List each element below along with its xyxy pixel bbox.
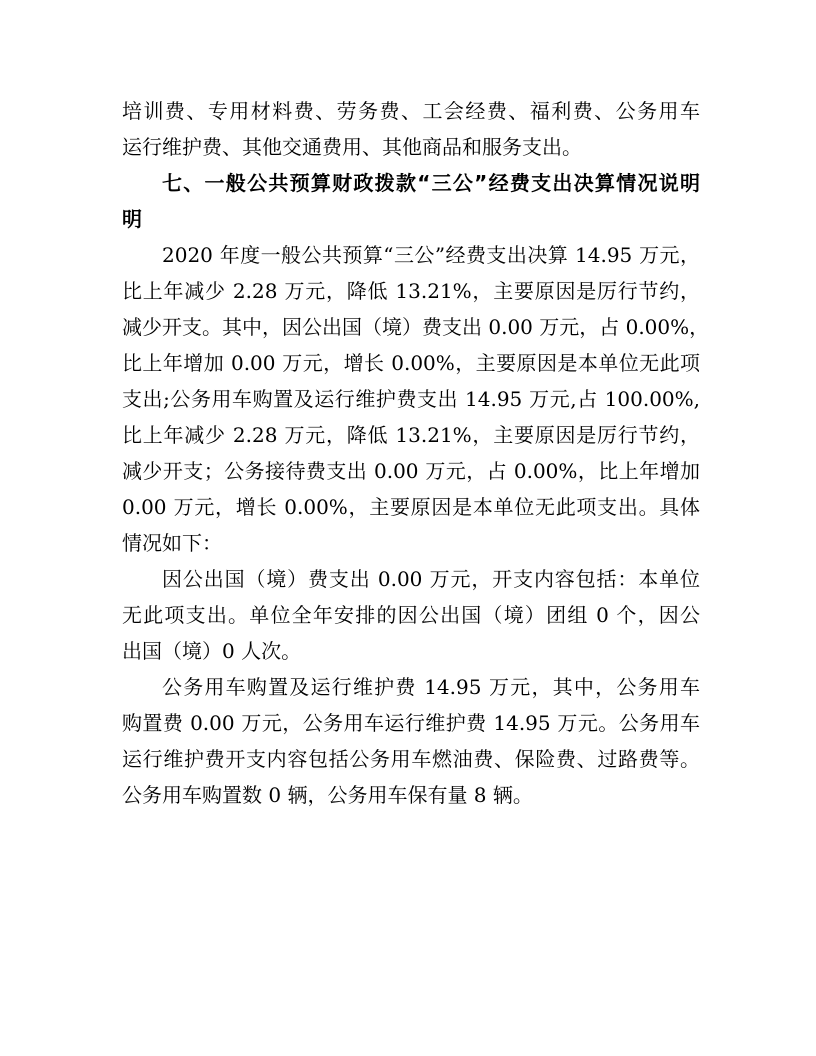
section-heading	[122, 165, 700, 237]
text-line: 运行维护费、其他交通费用、其他商品和服务支出。	[122, 135, 582, 159]
text-line: 比上年减少 2.28 万元，降低 13.21%，主要原因是厉行节约，	[122, 279, 700, 303]
text-line: 减少开支；公务接待费支出 0.00 万元，占 0.00%，比上年增加	[122, 459, 700, 483]
paragraph-official-vehicles	[122, 669, 700, 813]
text-line: 公务用车购置及运行维护费 14.95 万元，其中，公务用车	[162, 675, 700, 699]
text-line: 2020 年度一般公共预算“三公”经费支出决算 14.95 万元，	[162, 243, 700, 267]
text-line: 比上年增加 0.00 万元，增长 0.00%，主要原因是本单位无此项	[122, 351, 700, 375]
text-line: 购置费 0.00 万元，公务用车运行维护费 14.95 万元。公务用车	[122, 711, 700, 735]
text-line: 情况如下：	[122, 531, 222, 555]
text-line: 出国（境）0 人次。	[122, 639, 302, 663]
text-line: 公务用车购置数 0 辆，公务用车保有量 8 辆。	[122, 783, 533, 807]
text-line: 因公出国（境）费支出 0.00 万元，开支内容包括：本单位	[162, 567, 700, 591]
paragraph-overseas-travel	[122, 561, 700, 669]
text-line: 培训费、专用材料费、劳务费、工会经费、福利费、公务用车	[122, 99, 700, 123]
text-line: 减少开支。其中，因公出国（境）费支出 0.00 万元，占 0.00%，	[122, 315, 710, 339]
paragraph-expense-items	[122, 93, 700, 165]
text-line: 支出;公务用车购置及运行维护费支出 14.95 万元,占 100.00%,	[122, 387, 700, 411]
text-line: 无此项支出。单位全年安排的因公出国（境）团组 0 个，因公	[122, 603, 700, 627]
document-body	[122, 93, 710, 813]
text-line: 0.00 万元，增长 0.00%，主要原因是本单位无此项支出。具体	[122, 495, 700, 519]
heading-line: 七、一般公共预算财政拨款“三公”经费支出决算情况说明	[162, 171, 700, 195]
text-line: 比上年减少 2.28 万元，降低 13.21%，主要原因是厉行节约，	[122, 423, 700, 447]
text-line: 运行维护费开支内容包括公务用车燃油费、保险费、过路费等。	[122, 747, 700, 771]
heading-line: 明	[122, 207, 142, 231]
paragraph-three-public-summary	[122, 237, 710, 561]
